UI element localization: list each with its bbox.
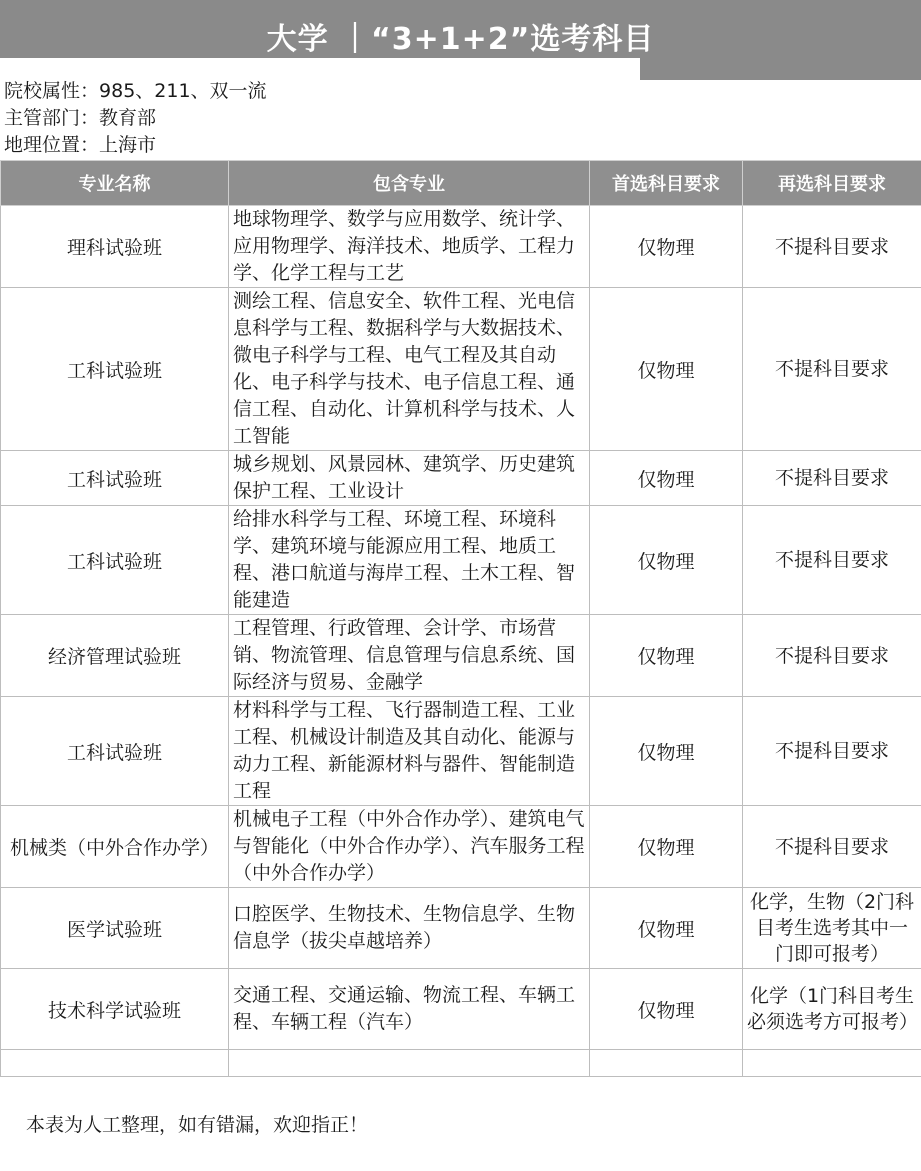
- second-subject-cell: 化学，生物（2门科目考生选考其中一门即可报考）: [743, 888, 921, 969]
- included-majors-cell: 材料科学与工程、飞行器制造工程、工业工程、机械设计制造及其自动化、能源与动力工程、新能源材料与器件、智能制造工程: [229, 697, 590, 806]
- major-name-cell: 医学试验班: [1, 888, 229, 969]
- geographic-location-value: 上海市: [99, 134, 157, 156]
- first-subject-cell: 仅物理: [590, 288, 743, 451]
- first-subject-cell: 仅物理: [590, 206, 743, 288]
- empty-row: [1, 1050, 921, 1077]
- supervising-department: [4, 107, 156, 129]
- included-majors-cell: 测绘工程、信息安全、软件工程、光电信息科学与工程、数据科学与大数据技术、微电子科学与工程、电气工程及其自动化、电子科学与技术、电子信息工程、通信工程、自动化、计算机科学与技术、人工智能: [229, 288, 590, 451]
- included-majors-cell: 机械电子工程（中外合作办学）、建筑电气与智能化（中外合作办学）、汽车服务工程（中外合作办学）: [229, 806, 590, 888]
- first-subject-cell: 仅物理: [590, 697, 743, 806]
- first-subject-cell: 仅物理: [590, 506, 743, 615]
- table-row: [1, 888, 921, 969]
- subject-requirements-table: [0, 160, 921, 1077]
- page-title: 大学 ｜“3+1+2”选考科目: [266, 22, 655, 57]
- major-name-cell: 工科试验班: [1, 697, 229, 806]
- table-row: [1, 206, 921, 288]
- included-majors-cell: 口腔医学、生物技术、生物信息学、生物信息学（拔尖卓越培养）: [229, 888, 590, 969]
- school-attribute-label: 院校属性：: [4, 80, 100, 102]
- empty-cell: [743, 1050, 921, 1077]
- header-first-subject: 首选科目要求: [590, 161, 743, 206]
- empty-cell: [229, 1050, 590, 1077]
- major-name-cell: 工科试验班: [1, 451, 229, 506]
- included-majors-cell: 地球物理学、数学与应用数学、统计学、应用物理学、海洋技术、地质学、工程力学、化学工程与工艺: [229, 206, 590, 288]
- empty-cell: [590, 1050, 743, 1077]
- major-name-cell: 机械类（中外合作办学）: [1, 806, 229, 888]
- major-name-cell: 理科试验班: [1, 206, 229, 288]
- table-row: [1, 451, 921, 506]
- table-row: [1, 288, 921, 451]
- footer-note: 本表为人工整理，如有错漏，欢迎指正！: [26, 1114, 369, 1136]
- table-header-row: [1, 161, 921, 206]
- second-subject-cell: 不提科目要求: [743, 288, 921, 451]
- second-subject-cell: 不提科目要求: [743, 615, 921, 697]
- geographic-location-label: 地理位置：: [4, 134, 100, 156]
- empty-cell: [1, 1050, 229, 1077]
- included-majors-cell: 城乡规划、风景园林、建筑学、历史建筑保护工程、工业设计: [229, 451, 590, 506]
- included-majors-cell: 给排水科学与工程、环境工程、环境科学、建筑环境与能源应用工程、地质工程、港口航道与海岸工程、土木工程、智能建造: [229, 506, 590, 615]
- title-banner: [0, 0, 921, 80]
- second-subject-cell: 不提科目要求: [743, 806, 921, 888]
- second-subject-cell: 不提科目要求: [743, 697, 921, 806]
- table-row: [1, 969, 921, 1050]
- included-majors-cell: 工程管理、行政管理、会计学、市场营销、物流管理、信息管理与信息系统、国际经济与贸易、金融学: [229, 615, 590, 697]
- school-attribute: [4, 80, 267, 102]
- table-row: [1, 506, 921, 615]
- supervising-department-label: 主管部门：: [4, 107, 100, 129]
- major-name-cell: 工科试验班: [1, 288, 229, 451]
- second-subject-cell: 不提科目要求: [743, 206, 921, 288]
- first-subject-cell: 仅物理: [590, 969, 743, 1050]
- geographic-location: [4, 134, 156, 156]
- second-subject-cell: 化学（1门科目考生必须选考方可报考）: [743, 969, 921, 1050]
- school-attribute-value: 985、211、双一流: [99, 80, 267, 102]
- second-subject-cell: 不提科目要求: [743, 451, 921, 506]
- second-subject-cell: 不提科目要求: [743, 506, 921, 615]
- included-majors-cell: 交通工程、交通运输、物流工程、车辆工程、车辆工程（汽车）: [229, 969, 590, 1050]
- first-subject-cell: 仅物理: [590, 806, 743, 888]
- first-subject-cell: 仅物理: [590, 888, 743, 969]
- table-row: [1, 806, 921, 888]
- supervising-department-value: 教育部: [99, 107, 157, 129]
- table-row: [1, 697, 921, 806]
- major-name-cell: 经济管理试验班: [1, 615, 229, 697]
- major-name-cell: 工科试验班: [1, 506, 229, 615]
- first-subject-cell: 仅物理: [590, 451, 743, 506]
- header-included-majors: 包含专业: [229, 161, 590, 206]
- first-subject-cell: 仅物理: [590, 615, 743, 697]
- major-name-cell: 技术科学试验班: [1, 969, 229, 1050]
- table-row: [1, 615, 921, 697]
- header-major-name: 专业名称: [1, 161, 229, 206]
- header-second-subject: 再选科目要求: [743, 161, 921, 206]
